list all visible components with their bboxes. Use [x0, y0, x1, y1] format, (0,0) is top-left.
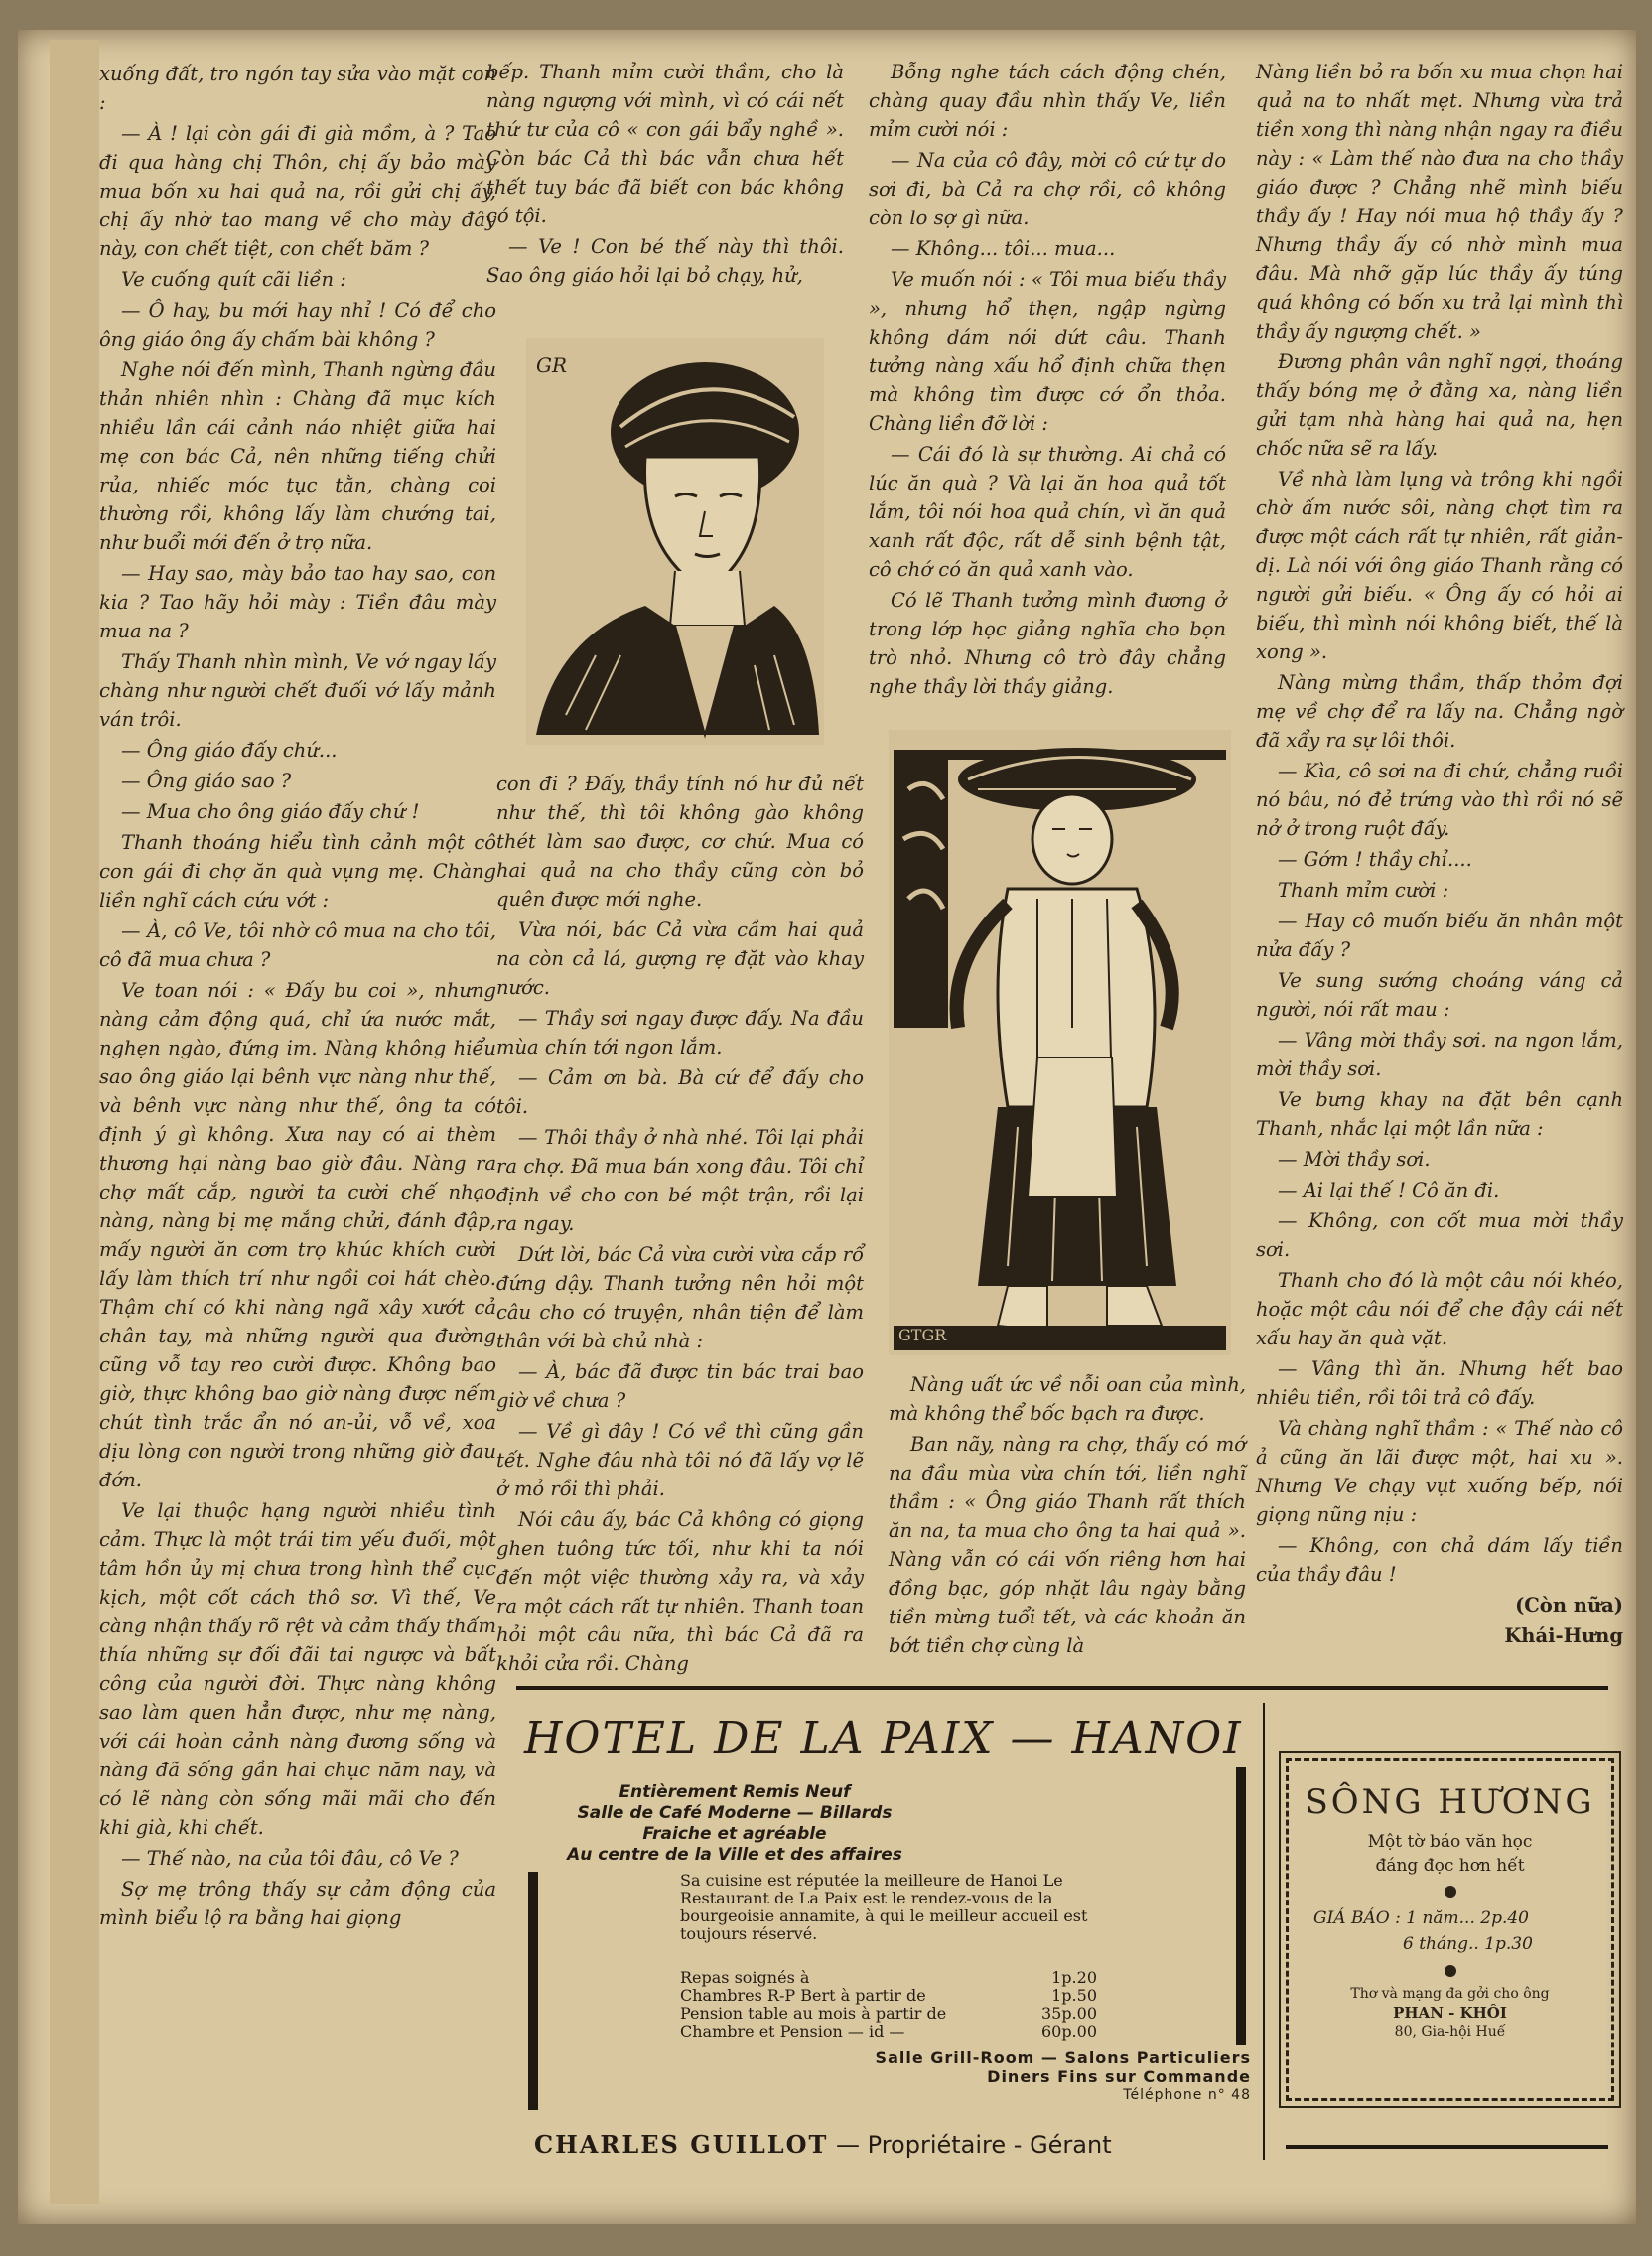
price-row	[1313, 1931, 1611, 1957]
paragraph: — Về gì đây ! Có về thì cũng gần tết. Nghe đâu nhà tôi nó đã lấy vợ lẽ ở mỏ rồi thì phải.	[496, 1420, 864, 1500]
paragraph: — Na của cô đây, mời cô cứ tự do sơi đi, bà Cả ra chợ rồi, cô không còn lo sợ gì nữa.	[869, 149, 1226, 229]
hotel-owner	[534, 2130, 1259, 2159]
paragraph: — Thầy sơi ngay được đấy. Na đầu mùa chín tới ngon lắm.	[496, 1007, 864, 1058]
tagline	[1289, 1830, 1611, 1878]
bullet-dot	[1445, 1965, 1456, 1977]
publisher-address: 80, Gia-hội Huế	[1394, 2024, 1506, 2040]
paragraph: Ve lại thuộc hạng người nhiều tình cảm. Thực là một trái tim yếu đuối, một tâm hồn ủy mị chưa trong hình thể cục kịch, một cốt cách thô sơ. Vì thế, Ve càng nhận thấy rõ rệt và cảm thấy thấm thía những sự đối đãi tai ngược và bất công của người đời. Thực nàng không sao làm quen hẳn được, như mẹ nàng, với cái hoàn cảnh nàng đương sống và nàng đã sống gần hai chục năm nay, và có lẽ nàng còn sống mãi mãi cho đến khi già, khi chết.	[99, 1499, 496, 1839]
vertical-rule	[1263, 1703, 1265, 2160]
paragraph: — Hay sao, mày bảo tao hay sao, con kia ? Tao hãy hỏi mày : Tiền đâu mày mua na ?	[99, 562, 496, 642]
price-row	[680, 2023, 1097, 2041]
paragraph: bếp. Thanh mỉm cười thầm, cho là nàng ngượng với mình, vì có cái nết thứ tư của cô « con gái bẩy nghề ». Còn bác Cả thì bác vẫn chưa hết thết tuy bác đã biết con bác không có tội.	[486, 61, 844, 227]
paragraph: — Ve ! Con bé thế này thì thôi. Sao ông giáo hỏi lại bỏ chạy, hử,	[486, 235, 844, 287]
hotel-title: HOTEL DE LA PAIX — HANOI	[524, 1713, 1243, 1763]
paragraph: — À ! lại còn gái đi già mồm, à ? Tao đi qua hàng chị Thôn, chị ấy bảo mày mua bốn xu hai quả na, rồi gửi chị ấy, chị ấy nhờ tao mang về cho mày đây này, con chết tiệt, con chết băm ?	[99, 122, 496, 260]
paragraph: Thanh mỉm cười :	[1278, 879, 1449, 902]
page-gutter	[50, 40, 99, 2204]
paragraph: Và chàng nghĩ thầm : « Thế nào cô ả cũng ăn lãi được một, hai xu ». Nhưng Ve chạy vụt xuống bếp, nói giọng nũng nịu :	[1256, 1417, 1623, 1526]
paragraph: — Cảm ơn bà. Bà cứ để đấy cho tôi.	[496, 1066, 864, 1118]
paragraph: Thanh thoáng hiểu tình cảnh một cô con gái đi chợ ăn quà vụng mẹ. Chàng liền nghĩ cách cứu vớt :	[99, 831, 496, 912]
paragraph: — Không... tôi... mua...	[891, 237, 1116, 260]
price-label: Repas soignés à	[680, 1968, 810, 1987]
price-value: 1p.50	[1051, 1986, 1097, 2005]
article-column-1	[99, 60, 496, 1934]
paragraph: — Vâng mời thầy sơi. na ngon lắm, mời thầy sơi.	[1256, 1029, 1623, 1080]
market-woman-illustration	[889, 730, 1231, 1355]
song-huong-ad	[1286, 1758, 1614, 2101]
publication-name: SÔNG HƯƠNG	[1305, 1782, 1595, 1822]
paragraph: Ve muốn nói : « Tôi mua biếu thầy », nhưng hổ thẹn, ngập ngừng không dám nói dứt câu. Thanh tưởng nàng xấu hổ định chữa thẹn mà không tìm được cớ ổn thỏa. Chàng liền đỡ lời :	[869, 268, 1226, 435]
paragraph: Nàng mừng thầm, thấp thỏm đợi mẹ về chợ để ra lấy na. Chẳng ngờ đã xẩy ra sự lôi thôi.	[1256, 671, 1623, 752]
hotel-description: Sa cuisine est réputée la meilleure de Hanoi Le Restaurant de La Paix est le rendez-vous de la bourgeoisie annamite, à qui le meilleur accueil est toujours réservé.	[680, 1871, 1088, 1943]
paragraph: Dứt lời, bác Cả vừa cười vừa cắp rổ đứng dậy. Thanh tưởng nên hỏi một câu cho có truyện, nhân tiện để làm thân với bà chủ nhà :	[496, 1243, 864, 1352]
tagline-line: đáng đọc hơn hết	[1375, 1856, 1525, 1876]
hotel-features	[526, 1782, 943, 1866]
price-value: 1p.30	[1484, 1934, 1533, 1954]
price-value: 1p.20	[1051, 1968, 1097, 1987]
price-label: GIÁ BÁO : 1 năm...	[1313, 1908, 1475, 1928]
paragraph: — Mời thầy sơi.	[1278, 1148, 1431, 1171]
portrait-drawing	[526, 338, 824, 745]
paragraph: — Thế nào, na của tôi đâu, cô Ve ?	[121, 1847, 459, 1870]
paragraph: — Gớm ! thầy chỉ....	[1278, 848, 1472, 871]
paragraph: Có lẽ Thanh tưởng mình đương ở trong lớp học giảng nghĩa cho bọn trò nhỏ. Nhưng cô trò đây chẳng nghe thầy lời thầy giảng.	[869, 589, 1226, 698]
paragraph: — Ông giáo đấy chứ...	[121, 739, 338, 762]
price-label: Chambre et Pension — id —	[680, 2022, 905, 2041]
paragraph: — À, bác đã được tin bác trai bao giờ về chưa ?	[496, 1360, 864, 1412]
paragraph: Nói câu ấy, bác Cả không có giọng ghen tuông tức tối, như khi ta nói đến một việc thường xảy ra, và xảy ra một cách rất tự nhiên. Thanh toan hỏi một câu nữa, thì bác Cả đã ra khỏi cửa rồi. Chàng	[496, 1508, 864, 1675]
article-column-2-bottom	[496, 770, 864, 1680]
feature-line: Au centre de la Ville et des affaires	[567, 1845, 902, 1865]
feature-line: Fraiche et agréable	[642, 1824, 827, 1844]
article-column-3-top	[869, 58, 1226, 703]
paragraph: Ve toan nói : « Đấy bu coi », nhưng nàng cảm động quá, chỉ ứa nước mắt, nghẹn ngào, đứng im. Nàng không hiểu sao ông giáo lại bênh vực nàng như thế, và bênh vực nàng như thế, ông ta có định ý gì không. Xưa nay có ai thèm thương hại nàng bao giờ đâu. Nàng ra chợ mất cắp, người ta cười chế nhạo nàng, nàng bị mẹ mắng chửi, đánh đập, mấy người ăn cơm trọ khúc khích cười lấy làm thích trí như ngồi coi hát chèo. Thậm chí có khi nàng ngã xây xướt cả chân tay, mà những người qua đường cũng vỗ tay reo cười được. Không bao giờ, thực không bao giờ nàng được nếm chút tình trắc ẩn nó an-ủi, vỗ về, xoa dịu lòng con người trong những giờ đau đớn.	[99, 979, 496, 1491]
owner-name: CHARLES GUILLOT	[534, 2130, 829, 2159]
paragraph: — Cái đó là sự thường. Ai chả có lúc ăn quà ? Và lại ăn hoa quả tốt lắm, tôi nói hoa quả chín, vì ăn quả xanh rất độc, rất dễ sinh bệnh tật, cô chớ có ăn quả xanh vào.	[869, 443, 1226, 581]
tagline-line: Một tờ báo văn học	[1367, 1832, 1533, 1852]
paragraph: Nghe nói đến mình, Thanh ngừng đầu thản nhiên nhìn : Chàng đã mục kích nhiều lần cái cảnh náo nhiệt giữa hai mẹ con bác Cả, nên những tiếng chửi rủa, nhiếc móc tục tằn, chàng coi thường rồi, không lấy làm chướng tai, như buổi mới đến ở trọ nữa.	[99, 358, 496, 554]
paragraph: Đương phân vân nghĩ ngợi, thoáng thấy bóng mẹ ở đằng xa, nàng liền gửi tạm nhà hàng hai quả na, hẹn chốc nữa sẽ ra lấy.	[1256, 351, 1623, 460]
paragraph: — Không, con cốt mua mời thầy sơi.	[1256, 1209, 1623, 1261]
paragraph: xuống đất, tro ngón tay sửa vào mặt con :	[99, 63, 496, 114]
price-list	[680, 1969, 1097, 2041]
paragraph: Nàng uất ức về nỗi oan của mình, mà không thể bốc bạch ra được.	[889, 1373, 1246, 1425]
subscription-price	[1289, 1905, 1611, 1957]
market-woman-drawing	[889, 730, 1231, 1355]
paragraph: Bỗng nghe tách cách động chén, chàng quay đầu nhìn thấy Ve, liền mỉm cười nói :	[869, 61, 1226, 141]
bottom-rule	[1286, 2145, 1608, 2149]
paragraph: con đi ? Đấy, thầy tính nó hư đủ nết như thế, thì tôi không gào không thét làm sao được, cơ chứ. Mua có hai quả na cho thầy cũng còn bỏ quên được mới nghe.	[496, 773, 864, 911]
paragraph: Về nhà làm lụng và trông khi ngồi chờ ấm nước sôi, nàng chợt tìm ra được một cách rất tự nhiên, rất giản-dị. Là nói với ông giáo Thanh rằng có người gửi biếu. « Ông ấy có hỏi ai biếu, thì mình nói không biết, thế là xong ».	[1256, 468, 1623, 663]
paragraph: Ban nãy, nàng ra chợ, thấy có mớ na đầu mùa vừa chín tới, liền nghĩ thầm : « Ông giáo Thanh rất thích ăn na, ta mua cho ông ta hai quả ». Nàng vẫn có cái vốn riêng hơn hai đồng bạc, góp nhặt lâu ngày bằng tiền mừng tuổi tết, và các khoản ăn bớt tiền chợ cùng là	[889, 1433, 1246, 1657]
artist-signature: GR	[536, 353, 568, 377]
diners-line: Diners Fins sur Commande	[987, 2067, 1251, 2086]
paragraph: — Không, con chả dám lấy tiền của thầy đâu !	[1256, 1534, 1623, 1586]
paragraph: — Ô hay, bu mới hay nhỉ ! Có để cho ông giáo ông ấy chấm bài không ?	[99, 299, 496, 351]
price-value: 2p.40	[1480, 1908, 1529, 1928]
article-column-2-top	[486, 58, 844, 292]
owner-title: — Propriétaire - Gérant	[836, 2131, 1112, 2159]
contact-line: Thơ và mạng đa gởi cho ông	[1350, 1986, 1550, 2002]
price-value: 60p.00	[1040, 2022, 1097, 2041]
price-row	[680, 1969, 1097, 1987]
price-row	[680, 2005, 1097, 2023]
feature-line: Entièrement Remis Neuf	[619, 1782, 851, 1802]
paragraph: Sợ mẹ trông thấy sự cảm động của mình biểu lộ ra bằng hai giọng	[99, 1878, 496, 1929]
portrait-illustration	[526, 338, 824, 745]
hotel-advertisement	[516, 1703, 1261, 2170]
bullet-dot	[1445, 1886, 1456, 1898]
hotel-services	[814, 2048, 1251, 2105]
price-row	[1313, 1905, 1611, 1931]
price-label: Chambres R-P Bert à partir de	[680, 1986, 926, 2005]
continued-note: (Còn nữa)	[1515, 1594, 1623, 1617]
price-label: 6 tháng..	[1403, 1934, 1479, 1954]
feature-line: Salle de Café Moderne — Billards	[577, 1803, 893, 1823]
paragraph: Ve cuống quít cãi liền :	[121, 268, 346, 291]
paragraph: Vừa nói, bác Cả vừa cầm hai quả na còn cả lá, gượng rẹ đặt vào khay nước.	[496, 918, 864, 999]
paragraph: Ve bưng khay na đặt bên cạnh Thanh, nhắc lại một lần nữa :	[1256, 1088, 1623, 1140]
grill-room-line: Salle Grill-Room — Salons Particuliers	[875, 2048, 1251, 2067]
article-column-4	[1256, 58, 1623, 1652]
paragraph: — Hay cô muốn biếu ăn nhân một nửa đấy ?	[1256, 910, 1623, 961]
paragraph: Thấy Thanh nhìn mình, Ve vớ ngay lấy chàng như người chết đuối vớ lấy mảnh ván trôi.	[99, 650, 496, 731]
paragraph: Ve sung sướng choáng váng cả người, nói rất mau :	[1256, 969, 1623, 1021]
price-value: 35p.00	[1040, 2004, 1097, 2023]
ad-bar	[1236, 1767, 1246, 2045]
paragraph: — Thôi thầy ở nhà nhé. Tôi lại phải ra chợ. Đã mua bán xong đâu. Tôi chỉ định về cho con bé một trận, rồi lại ra ngay.	[496, 1126, 864, 1235]
artist-signature: GTGR	[898, 1326, 947, 1344]
article-column-3-bottom	[889, 1370, 1246, 1662]
author-name: Khái-Hưng	[1504, 1624, 1623, 1647]
paragraph: — Ông giáo sao ?	[121, 770, 292, 792]
publisher-name: PHAN - KHÔI	[1393, 2004, 1507, 2022]
price-label: Pension table au mois à partir de	[680, 2004, 947, 2023]
paragraph: Thanh cho đó là một câu nói khéo, hoặc một câu nói để che đậy cái nết xấu hay ăn quà vặt.	[1256, 1269, 1623, 1349]
paragraph: — À, cô Ve, tôi nhờ cô mua na cho tôi, cô đã mua chưa ?	[99, 919, 496, 971]
paragraph: — Kìa, cô sơi na đi chứ, chẳng ruồi nó bâu, nó đẻ trứng vào thì rồi nó sẽ nở ở trong ruột đấy.	[1256, 760, 1623, 840]
ad-bar	[528, 1872, 538, 2110]
paragraph: — Ai lại thế ! Cô ăn đi.	[1278, 1179, 1500, 1201]
phone-line: Téléphone n° 48	[1123, 2087, 1251, 2103]
paragraph: — Mua cho ông giáo đấy chứ !	[121, 800, 420, 823]
contact-info	[1289, 1985, 1611, 2042]
horizontal-rule	[516, 1686, 1608, 1690]
paragraph: — Vâng thì ăn. Nhưng hết bao nhiêu tiền, rồi tôi trả cô đấy.	[1256, 1357, 1623, 1409]
price-row	[680, 1987, 1097, 2005]
paragraph: Nàng liền bỏ ra bốn xu mua chọn hai quả na to nhất mẹt. Nhưng vừa trả tiền xong thì nàng nhận ngay ra điều này : « Làm thế nào đưa na cho thầy giáo được ? Chẳng nhẽ mình biếu thầy ấy ! Hay nói mua hộ thầy ấy ? Nhưng thầy ấy có nhờ mình mua đâu. Mà nhỡ gặp lúc thầy ấy túng quá không có bốn xu trả lại mình thì thầy ấy ngượng chết. »	[1256, 61, 1623, 343]
